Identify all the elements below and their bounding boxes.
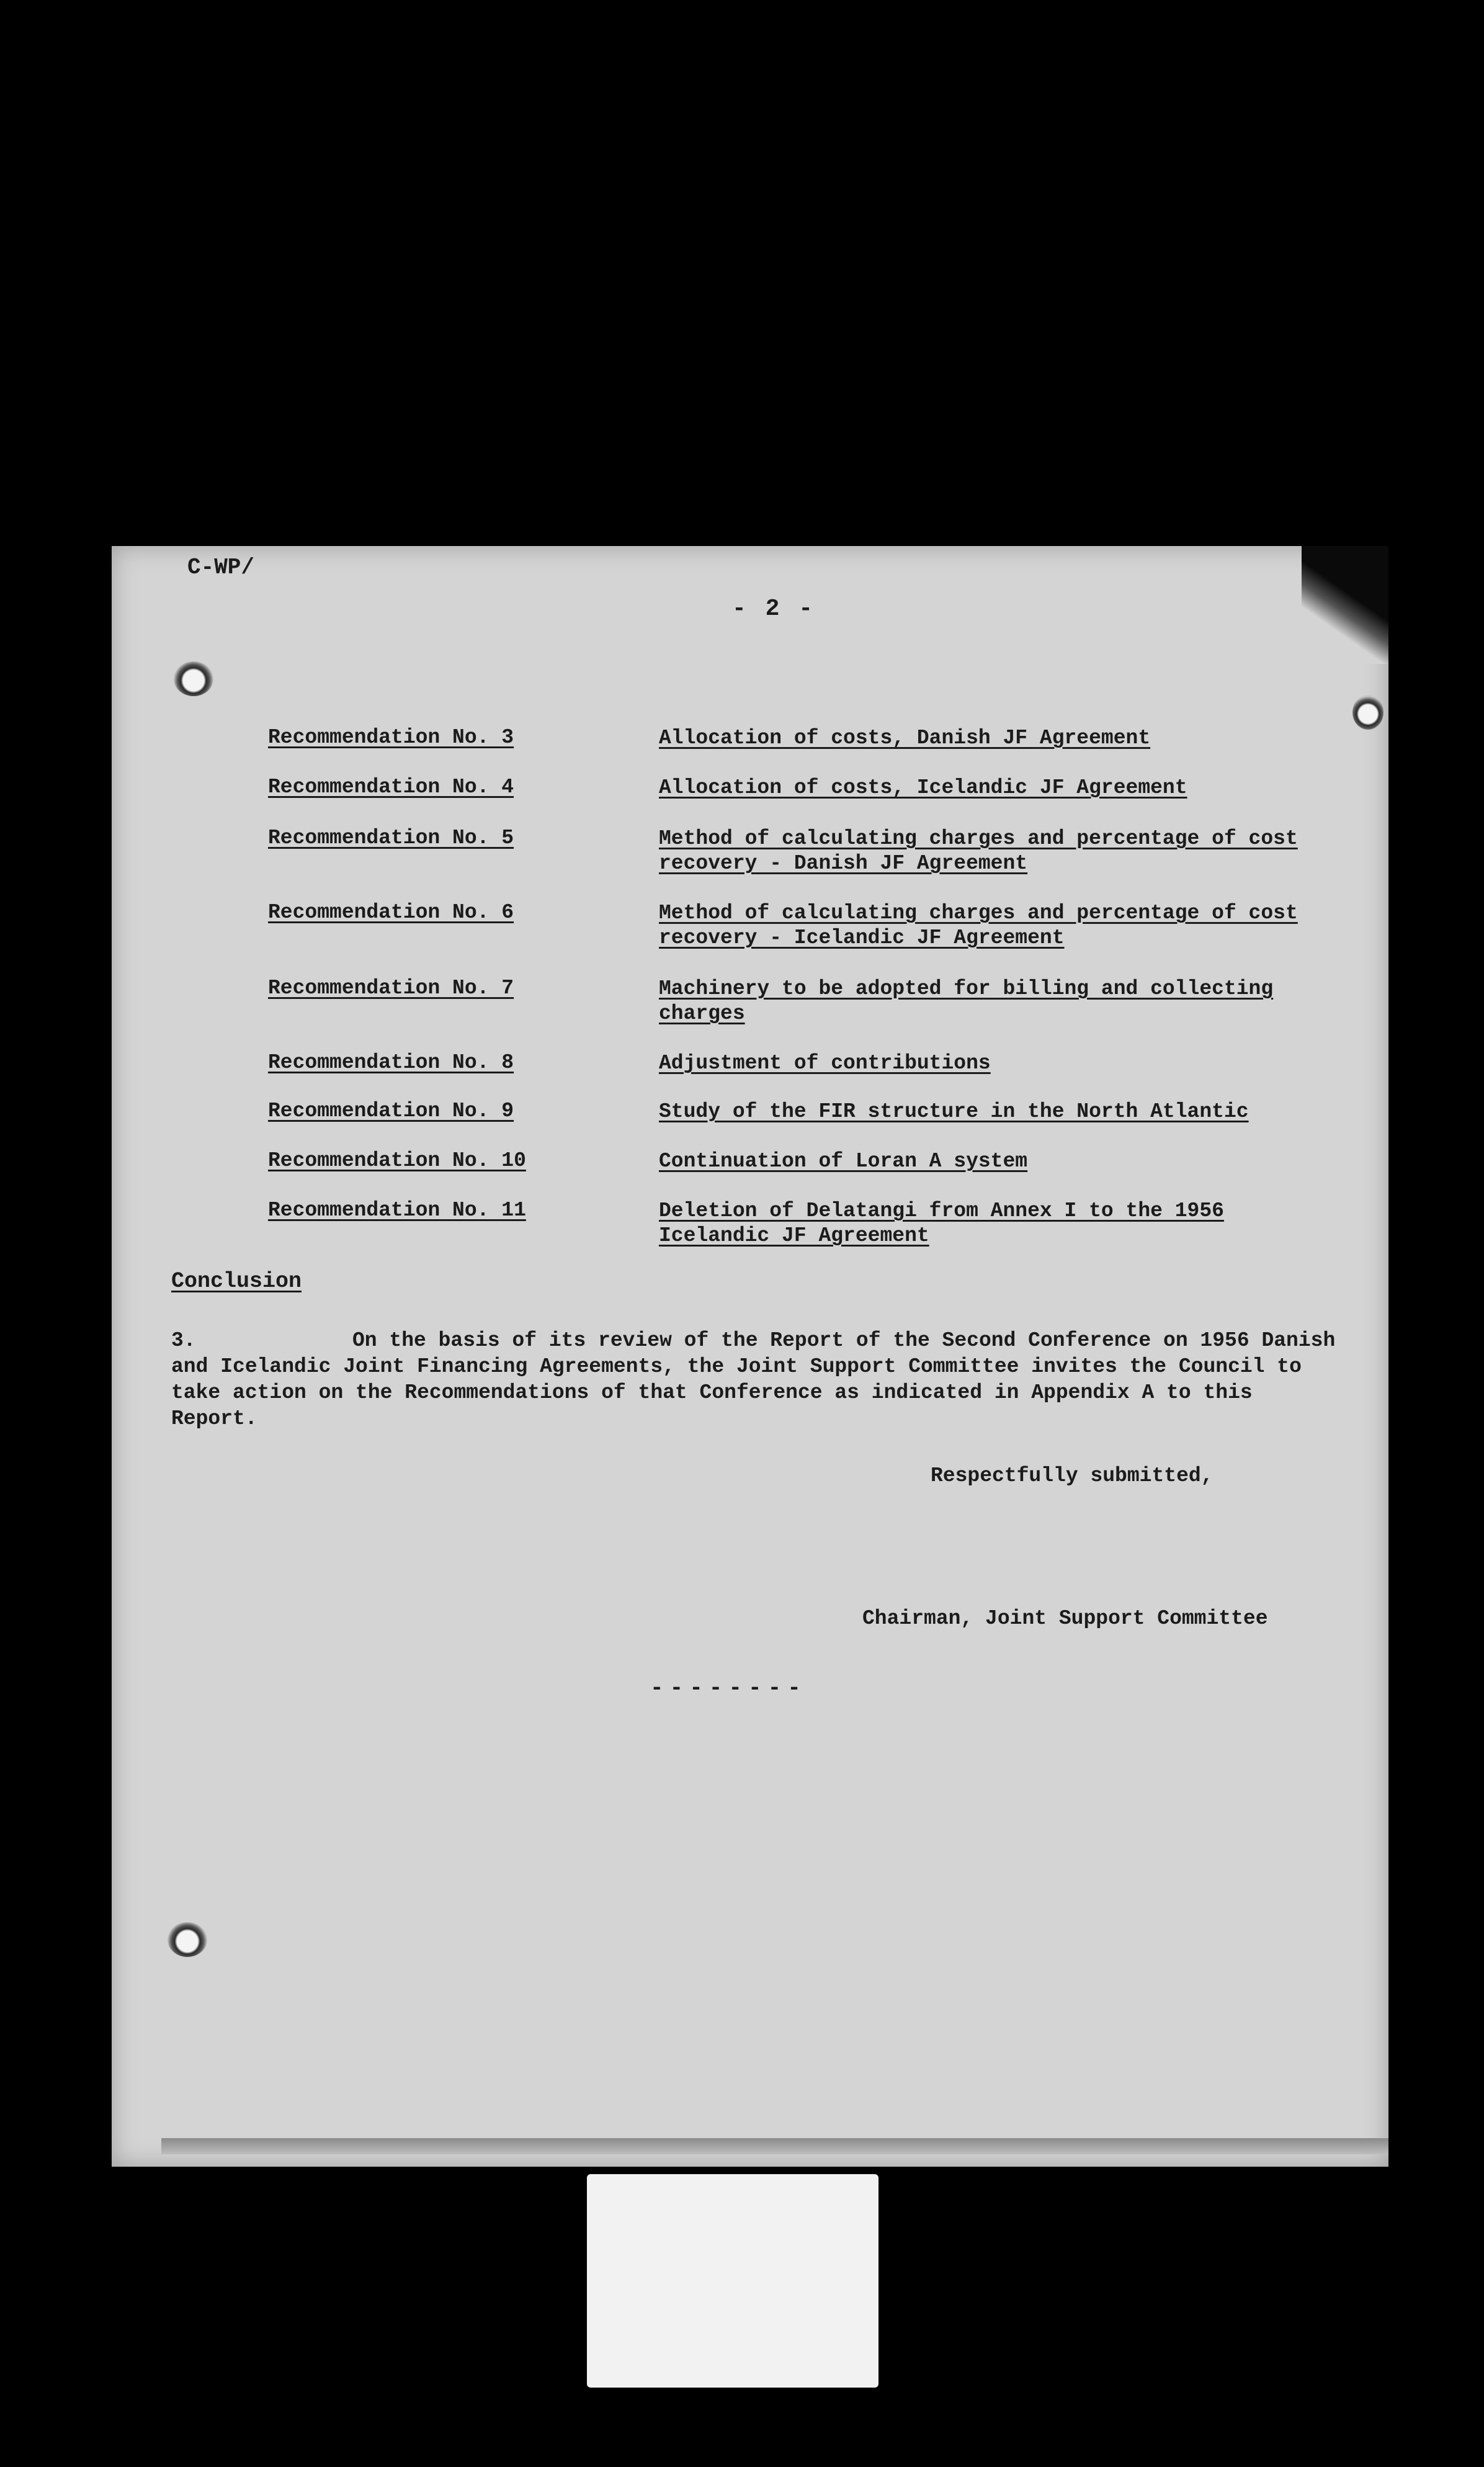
signature-line: Chairman, Joint Support Committee bbox=[862, 1607, 1268, 1630]
recommendation-subject: Study of the FIR structure in the North Atlantic bbox=[659, 1100, 1249, 1123]
recommendation-label: Recommendation No. 8 bbox=[268, 1051, 514, 1074]
recommendation-subject: Adjustment of contributions bbox=[659, 1052, 991, 1075]
end-mark: -------- bbox=[650, 1675, 807, 1701]
recommendation-subject: Method of calculating charges and percentage of cost recovery - Danish JF Agreement bbox=[659, 827, 1298, 875]
film-tab bbox=[587, 2174, 878, 2388]
punch-hole-top bbox=[174, 661, 213, 696]
recommendation-label: Recommendation No. 4 bbox=[268, 776, 514, 799]
recommendation-subject: Allocation of costs, Danish JF Agreement bbox=[659, 727, 1151, 750]
document-reference: C-WP/ bbox=[187, 555, 255, 580]
recommendation-label: Recommendation No. 3 bbox=[268, 726, 514, 749]
recommendation-label: Recommendation No. 11 bbox=[268, 1199, 526, 1222]
conclusion-heading: Conclusion bbox=[171, 1269, 302, 1294]
recommendation-label: Recommendation No. 6 bbox=[268, 901, 514, 924]
punch-hole-bottom bbox=[168, 1922, 207, 1957]
recommendation-label: Recommendation No. 7 bbox=[268, 977, 514, 1000]
document-page bbox=[112, 546, 1388, 2167]
recommendation-subject: Deletion of Delatangi from Annex I to the 1956 Icelandic JF Agreement bbox=[659, 1199, 1224, 1247]
recommendation-label: Recommendation No. 5 bbox=[268, 826, 514, 849]
recommendation-label: Recommendation No. 10 bbox=[268, 1149, 526, 1172]
recommendation-subject: Allocation of costs, Icelandic JF Agreement bbox=[659, 776, 1187, 799]
paragraph-text: On the basis of its review of the Report of the Second Conference on 1956 Danish and Icelandic Joint Financing Agreements, the Joint Support Committee invites the Council to take action on the Recommendations of that Conference as indicated in Appendix A to this Report. bbox=[171, 1329, 1336, 1430]
folded-corner bbox=[1302, 546, 1388, 664]
page-number: - 2 - bbox=[732, 596, 816, 622]
recommendation-subject: Continuation of Loran A system bbox=[659, 1150, 1028, 1173]
paragraph-number: 3. bbox=[171, 1329, 196, 1352]
punch-hole-right bbox=[1352, 695, 1383, 730]
recommendation-subject: Method of calculating charges and percentage of cost recovery - Icelandic JF Agreement bbox=[659, 902, 1298, 949]
recommendation-label: Recommendation No. 9 bbox=[268, 1099, 514, 1122]
page-bottom-edge bbox=[161, 2138, 1388, 2154]
closing-line: Respectfully submitted, bbox=[931, 1464, 1214, 1487]
conclusion-paragraph bbox=[171, 1328, 1338, 1432]
recommendation-subject: Machinery to be adopted for billing and collecting charges bbox=[659, 977, 1274, 1025]
